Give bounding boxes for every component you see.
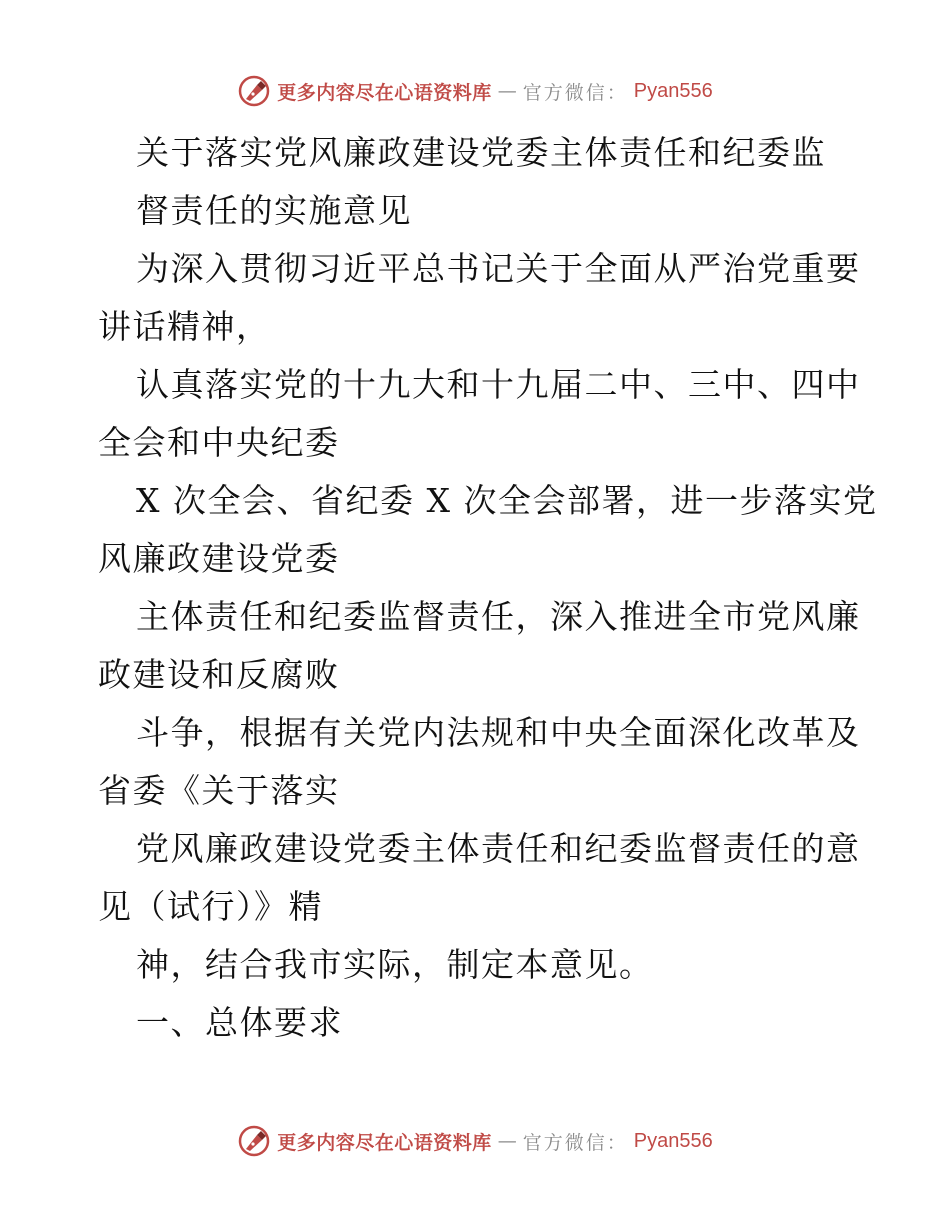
banner-wechat-label: 官方微信：: [522, 81, 628, 104]
footer-banner: [0, 1121, 950, 1161]
section-heading: 一、总体要求: [136, 1003, 343, 1042]
banner-wechat-label: 官方微信：: [522, 1131, 628, 1154]
paragraph-line: 省委《关于落实: [98, 771, 340, 810]
banner-dash: —: [497, 1130, 517, 1152]
banner-title: 更多内容尽在心语资料库: [277, 81, 492, 104]
document-body: [98, 124, 878, 1052]
paragraph-line: 讲话精神，: [98, 307, 271, 346]
paragraph-line: 见（试行）》精: [98, 887, 323, 926]
pen-nib-logo-icon: [237, 74, 271, 108]
banner-dash: —: [497, 80, 517, 102]
header-banner: [0, 71, 950, 111]
paragraph-line: 政建设和反腐败: [98, 655, 340, 694]
doc-title-line-1: 关于落实党风廉政建设党委主体责任和纪委监: [136, 133, 826, 172]
paragraph-line: 风廉政建设党委: [98, 539, 340, 578]
paragraph-line: 斗争，根据有关党内法规和中央全面深化改革及: [136, 713, 861, 752]
paragraph-line: 全会和中央纪委: [98, 423, 340, 462]
doc-title-line-2: 督责任的实施意见: [136, 191, 412, 230]
banner-wechat-id: Pyan556: [633, 79, 713, 102]
paragraph-line: 为深入贯彻习近平总书记关于全面从严治党重要: [136, 249, 861, 288]
paragraph-line: 神，结合我市实际，制定本意见。: [136, 945, 654, 984]
paragraph-line: X 次全会、省纪委 X 次全会部署，进一步落实党: [136, 481, 878, 520]
banner-title: 更多内容尽在心语资料库: [277, 1131, 492, 1154]
pen-nib-logo-icon: [237, 1124, 271, 1158]
paragraph-line: 主体责任和纪委监督责任，深入推进全市党风廉: [136, 597, 861, 636]
paragraph-line: 党风廉政建设党委主体责任和纪委监督责任的意: [136, 829, 861, 868]
banner-wechat-id: Pyan556: [633, 1129, 713, 1152]
paragraph-line: 认真落实党的十九大和十九届二中、三中、四中: [136, 365, 861, 404]
